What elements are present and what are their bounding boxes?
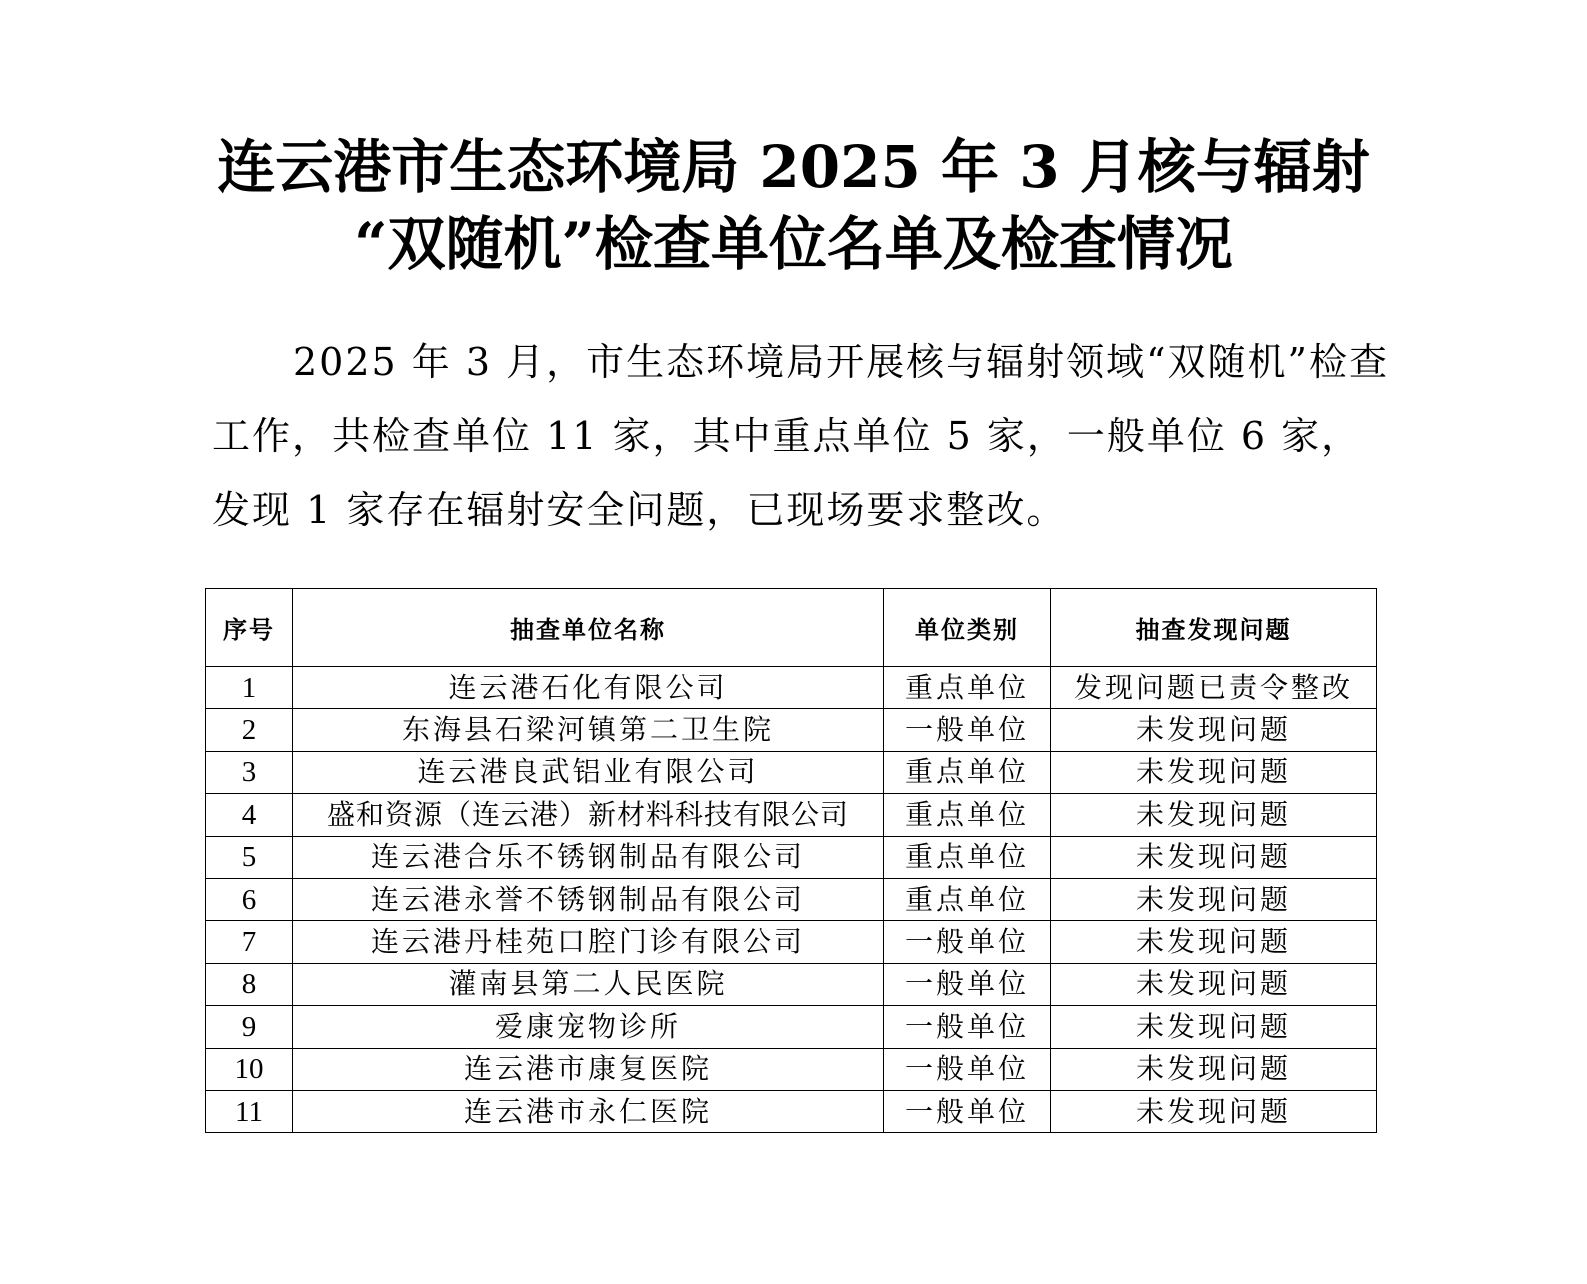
header-unit-name: 抽查单位名称 xyxy=(293,589,884,667)
cell-findings: 未发现问题 xyxy=(1051,921,1377,963)
header-unit-type: 单位类别 xyxy=(884,589,1051,667)
cell-unit-type: 重点单位 xyxy=(884,794,1051,836)
cell-serial-number: 10 xyxy=(206,1048,293,1090)
table-row xyxy=(206,1048,1377,1090)
header-serial-number: 序号 xyxy=(206,589,293,667)
cell-unit-name: 连云港市永仁医院 xyxy=(293,1090,884,1132)
cell-unit-name: 连云港丹桂苑口腔门诊有限公司 xyxy=(293,921,884,963)
table-row xyxy=(206,921,1377,963)
table-row xyxy=(206,1090,1377,1132)
cell-serial-number: 3 xyxy=(206,751,293,793)
cell-unit-name: 连云港良武铝业有限公司 xyxy=(293,751,884,793)
cell-findings: 未发现问题 xyxy=(1051,709,1377,751)
document-title-line-2: “双随机”检查单位名单及检查情况 xyxy=(354,210,1233,278)
cell-unit-type: 重点单位 xyxy=(884,751,1051,793)
cell-serial-number: 2 xyxy=(206,709,293,751)
table-row xyxy=(206,709,1377,751)
table-header-row xyxy=(206,589,1377,667)
cell-unit-type: 一般单位 xyxy=(884,921,1051,963)
cell-findings: 未发现问题 xyxy=(1051,1006,1377,1048)
cell-findings: 未发现问题 xyxy=(1051,878,1377,920)
cell-unit-name: 盛和资源（连云港）新材料科技有限公司 xyxy=(293,794,884,836)
cell-serial-number: 6 xyxy=(206,878,293,920)
cell-serial-number: 7 xyxy=(206,921,293,963)
header-findings: 抽查发现问题 xyxy=(1051,589,1377,667)
document-title-line-1: 连云港市生态环境局 2025 年 3 月核与辐射 xyxy=(217,133,1370,201)
cell-findings: 发现问题已责令整改 xyxy=(1051,667,1377,709)
cell-unit-name: 连云港石化有限公司 xyxy=(293,667,884,709)
cell-serial-number: 1 xyxy=(206,667,293,709)
cell-unit-name: 连云港合乐不锈钢制品有限公司 xyxy=(293,836,884,878)
summary-paragraph-line-1: 2025 年 3 月，市生态环境局开展核与辐射领域“双随机”检查 xyxy=(293,340,1389,384)
cell-findings: 未发现问题 xyxy=(1051,751,1377,793)
table-row xyxy=(206,751,1377,793)
cell-unit-type: 重点单位 xyxy=(884,878,1051,920)
cell-unit-name: 灌南县第二人民医院 xyxy=(293,963,884,1005)
cell-unit-type: 一般单位 xyxy=(884,709,1051,751)
cell-unit-name: 连云港市康复医院 xyxy=(293,1048,884,1090)
table-row xyxy=(206,667,1377,709)
cell-unit-type: 一般单位 xyxy=(884,1048,1051,1090)
cell-unit-type: 重点单位 xyxy=(884,836,1051,878)
summary-paragraph-line-3: 发现 1 家存在辐射安全问题，已现场要求整改。 xyxy=(212,488,1067,532)
table-row xyxy=(206,794,1377,836)
cell-unit-type: 一般单位 xyxy=(884,963,1051,1005)
cell-unit-type: 一般单位 xyxy=(884,1090,1051,1132)
table-row xyxy=(206,878,1377,920)
table-row xyxy=(206,1006,1377,1048)
cell-serial-number: 11 xyxy=(206,1090,293,1132)
cell-serial-number: 8 xyxy=(206,963,293,1005)
inspection-table xyxy=(205,588,1377,1133)
cell-unit-name: 连云港永誉不锈钢制品有限公司 xyxy=(293,878,884,920)
cell-unit-name: 爱康宠物诊所 xyxy=(293,1006,884,1048)
cell-findings: 未发现问题 xyxy=(1051,1090,1377,1132)
cell-findings: 未发现问题 xyxy=(1051,794,1377,836)
cell-findings: 未发现问题 xyxy=(1051,963,1377,1005)
table-row xyxy=(206,963,1377,1005)
cell-serial-number: 9 xyxy=(206,1006,293,1048)
cell-unit-name: 东海县石梁河镇第二卫生院 xyxy=(293,709,884,751)
cell-findings: 未发现问题 xyxy=(1051,1048,1377,1090)
cell-serial-number: 4 xyxy=(206,794,293,836)
cell-unit-type: 重点单位 xyxy=(884,667,1051,709)
cell-findings: 未发现问题 xyxy=(1051,836,1377,878)
cell-unit-type: 一般单位 xyxy=(884,1006,1051,1048)
summary-paragraph-line-2: 工作，共检查单位 11 家，其中重点单位 5 家，一般单位 6 家， xyxy=(212,414,1362,458)
cell-serial-number: 5 xyxy=(206,836,293,878)
table-row xyxy=(206,836,1377,878)
